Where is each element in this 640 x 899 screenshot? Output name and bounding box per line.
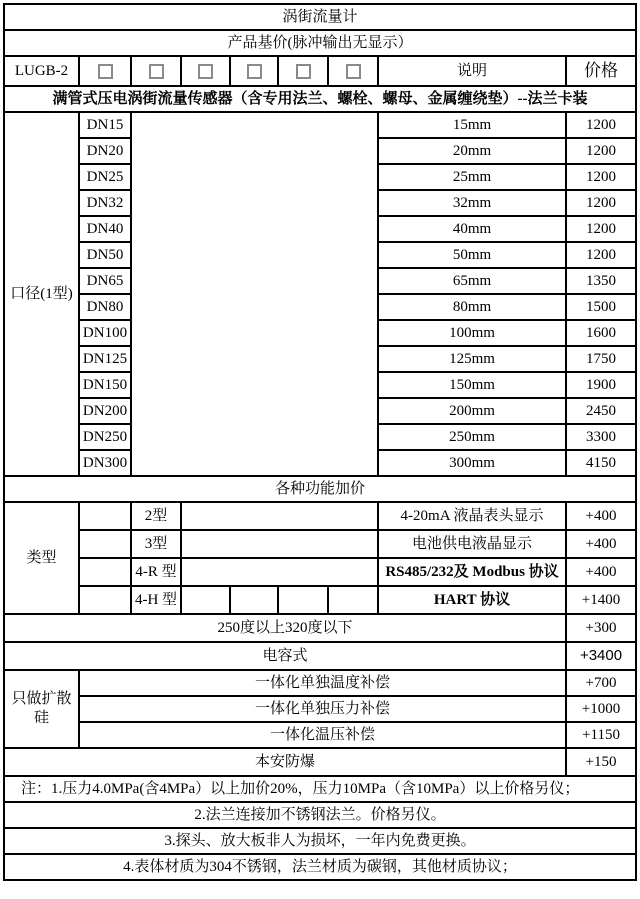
price-column-header: 价格 bbox=[566, 56, 636, 86]
type-label: 3型 bbox=[131, 530, 181, 558]
table-row bbox=[4, 642, 636, 670]
dn-price: 1600 bbox=[566, 320, 636, 346]
dn-label: DN200 bbox=[79, 398, 131, 424]
type-desc: 电池供电液晶显示 bbox=[378, 530, 566, 558]
dn-label: DN250 bbox=[79, 424, 131, 450]
dn-desc: 125mm bbox=[378, 346, 566, 372]
dn-label: DN80 bbox=[79, 294, 131, 320]
sensor-description: 满管式压电涡街流量传感器（含专用法兰、螺栓、螺母、金属缠绕垫）--法兰卡装 bbox=[4, 86, 636, 112]
dn-desc: 100mm bbox=[378, 320, 566, 346]
dn-desc: 200mm bbox=[378, 398, 566, 424]
dn-price: 1200 bbox=[566, 216, 636, 242]
checkbox-icon[interactable] bbox=[98, 64, 113, 79]
compensation-desc: 一体化温压补偿 bbox=[79, 722, 566, 748]
dn-price: 1200 bbox=[566, 164, 636, 190]
dn-desc: 250mm bbox=[378, 424, 566, 450]
dn-price: 3300 bbox=[566, 424, 636, 450]
type-desc: HART 协议 bbox=[378, 586, 566, 614]
type-blank-cell bbox=[230, 586, 278, 614]
dn-price: 1200 bbox=[566, 242, 636, 268]
dn-desc: 50mm bbox=[378, 242, 566, 268]
dn-price: 4150 bbox=[566, 450, 636, 476]
dn-label: DN25 bbox=[79, 164, 131, 190]
table-row bbox=[4, 670, 636, 696]
table-row bbox=[4, 614, 636, 642]
dn-label: DN150 bbox=[79, 372, 131, 398]
compensation-desc: 一体化单独压力补偿 bbox=[79, 696, 566, 722]
model-header-row bbox=[4, 56, 636, 86]
table-row bbox=[4, 530, 636, 558]
type-label: 2型 bbox=[131, 502, 181, 530]
type-desc: RS485/232及 Modbus 协议 bbox=[378, 558, 566, 586]
dn-price: 1200 bbox=[566, 138, 636, 164]
type-blank-cell bbox=[328, 586, 378, 614]
dn-label: DN40 bbox=[79, 216, 131, 242]
type-price: +1400 bbox=[566, 586, 636, 614]
dn-desc: 80mm bbox=[378, 294, 566, 320]
desc-column-header: 说明 bbox=[378, 56, 566, 86]
table-row bbox=[4, 722, 636, 748]
type-blank-cell bbox=[181, 502, 378, 530]
dn-label: DN20 bbox=[79, 138, 131, 164]
dn-price: 1750 bbox=[566, 346, 636, 372]
type-blank-cell bbox=[79, 530, 131, 558]
checkbox-icon[interactable] bbox=[247, 64, 262, 79]
model-option-cell-5[interactable] bbox=[278, 56, 328, 86]
note-line-2: 2.法兰连接加不锈钢法兰。价格另仪。 bbox=[4, 802, 636, 828]
compensation-price: +1150 bbox=[566, 722, 636, 748]
dn-price: 1200 bbox=[566, 190, 636, 216]
dn-label: DN65 bbox=[79, 268, 131, 294]
checkbox-icon[interactable] bbox=[346, 64, 361, 79]
dn-price: 1900 bbox=[566, 372, 636, 398]
diameter-section-label: 口径(1型) bbox=[4, 112, 79, 476]
table-row bbox=[4, 696, 636, 722]
type-price: +400 bbox=[566, 502, 636, 530]
type-price: +400 bbox=[566, 558, 636, 586]
addon-section-header: 各种功能加价 bbox=[4, 476, 636, 502]
type-blank-cell bbox=[181, 530, 378, 558]
dn-label: DN100 bbox=[79, 320, 131, 346]
dn-price: 1500 bbox=[566, 294, 636, 320]
type-blank-cell bbox=[181, 558, 378, 586]
model-option-cell-3[interactable] bbox=[181, 56, 230, 86]
type-blank-cell bbox=[79, 558, 131, 586]
dn-desc: 40mm bbox=[378, 216, 566, 242]
price-table bbox=[3, 3, 637, 881]
page-title: 涡街流量计 bbox=[4, 4, 636, 30]
checkbox-icon[interactable] bbox=[198, 64, 213, 79]
silicon-section-label: 只做扩散硅 bbox=[4, 670, 79, 748]
explosion-proof-desc: 本安防爆 bbox=[4, 748, 566, 776]
dn-desc: 150mm bbox=[378, 372, 566, 398]
model-option-cell-6[interactable] bbox=[328, 56, 378, 86]
table-row bbox=[4, 502, 636, 530]
explosion-proof-price: +150 bbox=[566, 748, 636, 776]
compensation-price: +700 bbox=[566, 670, 636, 696]
dn-price: 1350 bbox=[566, 268, 636, 294]
type-desc: 4-20mA 液晶表头显示 bbox=[378, 502, 566, 530]
dn-label: DN300 bbox=[79, 450, 131, 476]
diameter-blank-cell bbox=[131, 112, 378, 476]
dn-desc: 25mm bbox=[378, 164, 566, 190]
compensation-desc: 一体化单独温度补偿 bbox=[79, 670, 566, 696]
table-row bbox=[4, 748, 636, 776]
model-option-cell-4[interactable] bbox=[230, 56, 278, 86]
dn-desc: 20mm bbox=[378, 138, 566, 164]
dn-label: DN50 bbox=[79, 242, 131, 268]
type-section-label: 类型 bbox=[4, 502, 79, 614]
type-label: 4-R 型 bbox=[131, 558, 181, 586]
note-line-1: 注：1.压力4.0MPa(含4MPa）以上加价20%，压力10MPa（含10MPa）以上价格另仪； bbox=[4, 776, 636, 802]
compensation-price: +1000 bbox=[566, 696, 636, 722]
type-blank-cell bbox=[79, 586, 131, 614]
checkbox-icon[interactable] bbox=[296, 64, 311, 79]
dn-desc: 65mm bbox=[378, 268, 566, 294]
dn-price: 1200 bbox=[566, 112, 636, 138]
capacitive-desc: 电容式 bbox=[4, 642, 566, 670]
type-blank-cell bbox=[79, 502, 131, 530]
extra-price: +300 bbox=[566, 614, 636, 642]
model-option-cell-1[interactable] bbox=[79, 56, 131, 86]
base-price-subtitle: 产品基价(脉冲输出无显示） bbox=[4, 30, 636, 56]
dn-label: DN15 bbox=[79, 112, 131, 138]
dn-label: DN32 bbox=[79, 190, 131, 216]
checkbox-icon[interactable] bbox=[149, 64, 164, 79]
extra-price: +3400 bbox=[566, 642, 636, 670]
table-row bbox=[4, 112, 636, 138]
temperature-range-desc: 250度以上320度以下 bbox=[4, 614, 566, 642]
dn-price: 2450 bbox=[566, 398, 636, 424]
type-blank-cell bbox=[181, 586, 230, 614]
dn-label: DN125 bbox=[79, 346, 131, 372]
dn-desc: 15mm bbox=[378, 112, 566, 138]
dn-desc: 32mm bbox=[378, 190, 566, 216]
type-blank-cell bbox=[278, 586, 328, 614]
table-row bbox=[4, 586, 636, 614]
model-label: LUGB-2 bbox=[4, 56, 79, 86]
type-price: +400 bbox=[566, 530, 636, 558]
dn-desc: 300mm bbox=[378, 450, 566, 476]
note-line-4: 4.表体材质为304不锈钢，法兰材质为碳钢，其他材质协议； bbox=[4, 854, 636, 880]
model-option-cell-2[interactable] bbox=[131, 56, 181, 86]
table-row bbox=[4, 558, 636, 586]
type-label: 4-H 型 bbox=[131, 586, 181, 614]
note-line-3: 3.探头、放大板非人为损坏，一年内免费更换。 bbox=[4, 828, 636, 854]
